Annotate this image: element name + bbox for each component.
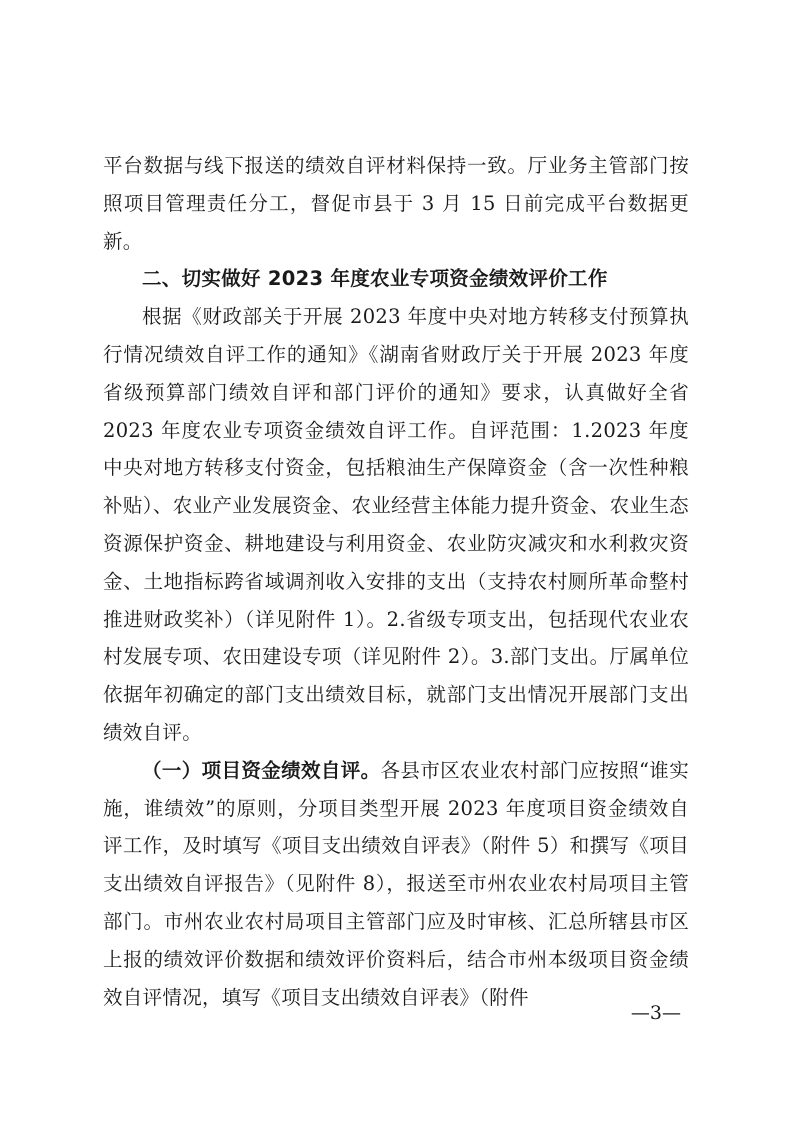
continuation-paragraph: 平台数据与线下报送的绩效自评材料保持一致。厅业务主管部门按照项目管理责任分工，督促市县于 3 月 15 日前完成平台数据更新。	[103, 154, 689, 253]
section-paragraph: 根据《财政部关于开展 2023 年度中央对地方转移支付预算执行情况绩效自评工作的通知》《湖南省财政厅关于开展 2023 年度省级预算部门绩效自评和部门评价的通知》要求，认真做好全省 2023 年度农业专项资金绩效自评工作。自评范围：1.2023 年度中央对地方转移支付资金，包括粮油生产保障资金（含一次性种粮补贴）、农业产业发展资金、农业经营主体能力提升资金、农业生态资源保护资金、耕地建设与利用资金、农业防灾减灾和水利救灾资金、土地指标跨省域调剂收入安排的支出（支持农村厕所革命整村推进财政奖补）（详见附件 1）。2.省级专项支出，包括现代农业农村发展专项、农田建设专项（详见附件 2）。3.部门支出。厅属单位依据年初确定的部门支出绩效目标，就部门支出情况开展部门支出绩效自评。	[103, 305, 689, 744]
section-heading: 二、切实做好 2023 年度农业专项资金绩效评价工作	[142, 267, 608, 291]
subsection-lead: （一）项目资金绩效自评。	[142, 758, 381, 782]
subsection-paragraph	[103, 752, 689, 1017]
subsection-body: 各县市区农业农村部门应按照“谁实施，谁绩效”的原则，分项目类型开展 2023 年度项目资金绩效自评工作，及时填写《项目支出绩效自评表》（附件 5）和撰写《项目支出绩效自评报告》（见附件 8），报送至市州农业农村局项目主管部门。市州农业农村局项目主管部门应及时审核、汇总所辖县市区上报的绩效评价数据和绩效评价资料后，结合市州本级项目资金绩效自评情况，填写《项目支出绩效自评表》（附件	[103, 758, 689, 1009]
document-body	[103, 147, 689, 1016]
page-number: —3—	[630, 1002, 681, 1024]
